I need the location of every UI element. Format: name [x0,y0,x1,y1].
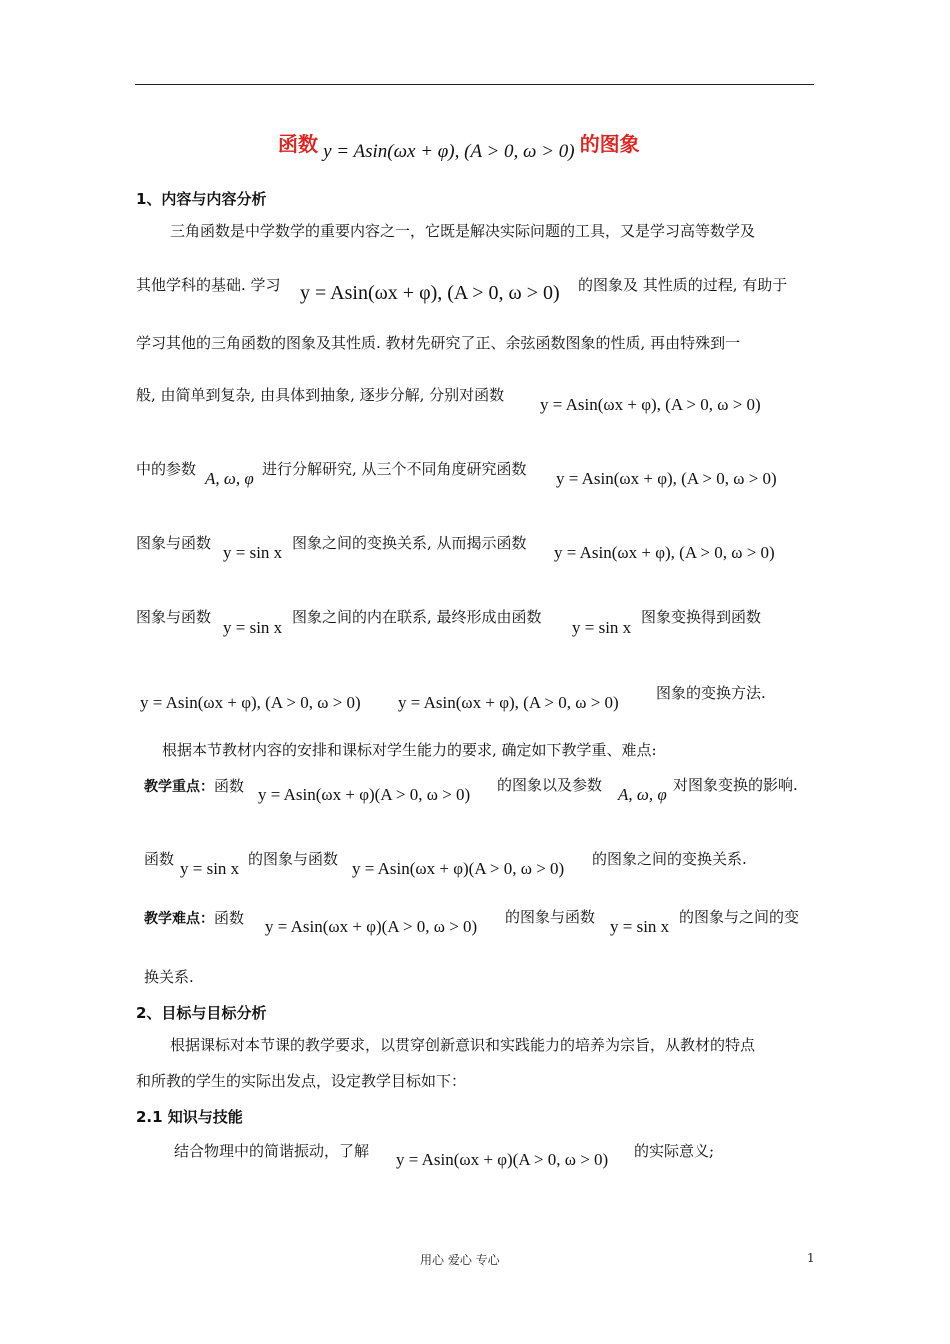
s1-line6-formula: y = Asin(ωx + φ), (A > 0, ω > 0) [554,543,775,562]
diff-line2: 换关系. [144,968,194,986]
s1-line5b: 进行分解研究, 从三个不同角度研究函数 [262,460,527,478]
key2-sin: y = sin x [180,859,240,878]
s1-line7-sin: y = sin x [223,618,283,637]
key-a: 函数 [214,777,245,795]
s2-sub-b: 的实际意义; [634,1142,715,1160]
diff-c: 的图象与之间的变 [679,908,800,926]
s2-line2: 和所教的学生的实际出发点，设定教学目标如下： [136,1072,467,1090]
key2-b: 的图象与函数 [248,850,339,868]
title-suffix: 的图象 [579,132,640,156]
difficulty-label: 教学难点： [144,911,214,927]
key2-formula: y = Asin(ωx + φ)(A > 0, ω > 0) [352,859,565,878]
s2-sub-a: 结合物理中的简谐振动，了解 [174,1142,370,1160]
header-rule [135,84,814,85]
s1-line4-formula: y = Asin(ωx + φ), (A > 0, ω > 0) [540,395,761,414]
section1-heading: 1、内容与内容分析 [136,190,267,208]
s2-sub-formula: y = Asin(ωx + φ)(A > 0, ω > 0) [396,1150,609,1169]
key-points-label: 教学重点： [144,779,214,795]
diff-formula: y = Asin(ωx + φ)(A > 0, ω > 0) [265,917,478,936]
section2-1-heading: 2.1 知识与技能 [136,1108,243,1126]
s1-line3: 学习其他的三角函数的图象及其性质. 教材先研究了正、余弦函数图象的性质, 再由特殊到一 [136,334,741,352]
s1-line6a: 图象与函数 [136,534,212,552]
title-prefix: 函数 [278,132,318,156]
s1-line5-formula: y = Asin(ωx + φ), (A > 0, ω > 0) [556,469,777,488]
s1-line5-params: A, ω, φ [205,469,254,488]
s1-line5a: 中的参数 [136,460,197,478]
s1-line6-sin: y = sin x [223,543,283,562]
s1-para2: 根据本节教材内容的安排和课标对学生能力的要求, 确定如下教学重、难点: [162,741,657,759]
key-formula: y = Asin(ωx + φ)(A > 0, ω > 0) [258,785,471,804]
s1-line8-formula1: y = Asin(ωx + φ), (A > 0, ω > 0) [140,693,361,712]
diff-sin: y = sin x [610,917,670,936]
s1-line4a: 般, 由简单到复杂, 由具体到抽象, 逐步分解, 分别对函数 [136,386,505,404]
difficulty-row [144,908,244,928]
s1-line1: 三角函数是中学数学的重要内容之一，它既是解决实际问题的工具，又是学习高等数学及 [170,222,756,240]
footer-motto: 用心 爱心 专心 [420,1253,500,1267]
s1-line2-formula: y = Asin(ωx + φ), (A > 0, ω > 0) [300,282,560,304]
key-b: 的图象以及参数 [497,776,603,794]
diff-b: 的图象与函数 [505,908,596,926]
key-points-row [144,776,244,796]
s1-line8-formula2: y = Asin(ωx + φ), (A > 0, ω > 0) [398,693,619,712]
s1-line7c: 图象变换得到函数 [641,608,762,626]
s1-line6b: 图象之间的变换关系, 从而揭示函数 [292,534,527,552]
section2-heading: 2、目标与目标分析 [136,1004,267,1022]
s1-line2a: 其他学科的基础. 学习 [136,276,281,294]
page-number: 1 [807,1251,815,1265]
key-params: A, ω, φ [618,785,667,804]
s1-line7-sin2: y = sin x [572,618,632,637]
s2-line1: 根据课标对本节课的教学要求，以贯穿创新意识和实践能力的培养为宗旨，从教材的特点 [170,1036,756,1054]
key2-c: 的图象之间的变换关系. [592,850,747,868]
diff-a: 函数 [214,909,245,927]
key2-a: 函数 [144,850,175,868]
title-formula: y = Asin(ωx + φ), (A > 0, ω > 0) [323,141,575,162]
s1-line7a: 图象与函数 [136,608,212,626]
document-title [278,128,640,162]
s1-line2b: 的图象及 其性质的过程, 有助于 [578,276,788,294]
s1-line8b: 图象的变换方法. [656,684,766,702]
key-c: 对图象变换的影响. [673,776,798,794]
s1-line7b: 图象之间的内在联系, 最终形成由函数 [292,608,542,626]
